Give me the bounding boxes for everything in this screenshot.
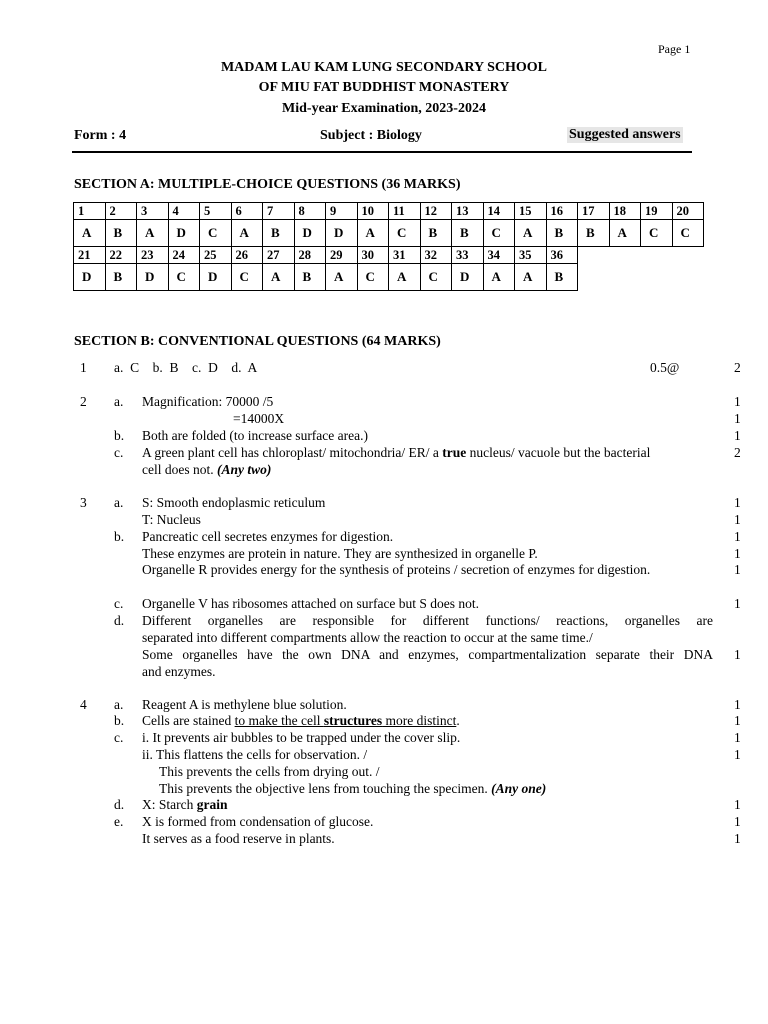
mc-answer: C: [420, 264, 452, 291]
mc-answer: A: [263, 264, 295, 291]
mc-answer: A: [231, 220, 263, 247]
exam-title: Mid-year Examination, 2023-2024: [282, 101, 486, 116]
q1-answers: a. C b. B c. D d. A: [114, 360, 258, 375]
mc-answer: B: [105, 220, 137, 247]
mark: 1: [734, 831, 741, 846]
mc-question-number: 6: [231, 203, 263, 220]
mc-answer: C: [483, 220, 515, 247]
question-number: 4: [80, 697, 87, 712]
mc-answer: C: [168, 264, 200, 291]
mark: 1: [734, 495, 741, 510]
q1-mark-note: 0.5@: [650, 360, 680, 375]
mc-answer: C: [389, 220, 421, 247]
sub-label: a.: [114, 495, 124, 510]
question-number: 1: [80, 360, 87, 375]
mc-question-number: 11: [389, 203, 421, 220]
answer-line: Some organelles have the own DNA and enzymes, compartmentalization separate their DNA: [142, 647, 713, 662]
mc-question-number: 33: [452, 247, 484, 264]
answer-line: These enzymes are protein in nature. They are synthesized in organelle P.: [142, 546, 538, 561]
mc-answer: B: [105, 264, 137, 291]
answer-line: Magnification: 70000 /5: [142, 394, 274, 409]
mc-question-number: 26: [231, 247, 263, 264]
answer-line: X is formed from condensation of glucose.: [142, 814, 374, 829]
mc-question-number: 9: [326, 203, 358, 220]
answer-line: separated into different compartments allow the reaction to occur at the same time./: [142, 630, 593, 645]
answer-line: and enzymes.: [142, 664, 216, 679]
mc-question-number: 25: [200, 247, 232, 264]
mark: 1: [734, 647, 741, 662]
sub-label: c.: [114, 596, 124, 611]
mc-answer: D: [200, 264, 232, 291]
answer-line: =14000X: [233, 411, 285, 426]
mc-question-number: 36: [546, 247, 578, 264]
sub-label: a.: [114, 697, 124, 712]
mc-question-number: 32: [420, 247, 452, 264]
sub-label: a.: [114, 394, 124, 409]
mc-question-number: 5: [200, 203, 232, 220]
mc-question-number: 27: [263, 247, 295, 264]
mc-question-number: 13: [452, 203, 484, 220]
answer-line: Pancreatic cell secretes enzymes for digestion.: [142, 529, 394, 544]
mc-answer: A: [357, 220, 389, 247]
mc-question-number: 24: [168, 247, 200, 264]
mark: 1: [734, 394, 741, 409]
answer-line: It serves as a food reserve in plants.: [142, 831, 335, 846]
sub-label: b.: [114, 713, 125, 728]
mc-question-number: 7: [263, 203, 295, 220]
mc-answer: D: [452, 264, 484, 291]
mc-answer: A: [609, 220, 641, 247]
answer-line: i. It prevents air bubbles to be trapped under the cover slip.: [142, 730, 461, 745]
answer-line: X: Starch grain: [142, 797, 228, 812]
mark: 1: [734, 730, 741, 745]
mc-answer: A: [389, 264, 421, 291]
mc-question-number: 4: [168, 203, 200, 220]
mark: 2: [734, 445, 741, 460]
mc-question-number: 8: [294, 203, 326, 220]
mark: 1: [734, 713, 741, 728]
mc-answer: D: [137, 264, 169, 291]
mark: 1: [734, 546, 741, 561]
answer-line: ii. This flattens the cells for observation. /: [142, 747, 368, 762]
answer-line: Cells are stained to make the cell structures more distinct.: [142, 713, 460, 728]
school-name-line1: MADAM LAU KAM LUNG SECONDARY SCHOOL: [220, 60, 548, 75]
answer-line: Different organelles are responsible for different functions/ reactions, organelles are: [142, 613, 713, 628]
mc-answer: A: [326, 264, 358, 291]
mc-question-number: 20: [672, 203, 704, 220]
mc-answer: A: [483, 264, 515, 291]
suggested-answers-tag: Suggested answers: [569, 127, 681, 142]
mark: 2: [734, 360, 741, 375]
mark: 1: [734, 529, 741, 544]
sub-label: d.: [114, 613, 125, 628]
mc-question-number: 19: [641, 203, 673, 220]
question-number: 2: [80, 394, 87, 409]
subject-label: Subject : Biology: [320, 128, 422, 143]
mark: 1: [734, 562, 741, 577]
mc-answer: D: [168, 220, 200, 247]
mc-answer: C: [641, 220, 673, 247]
mc-question-number: 34: [483, 247, 515, 264]
mark: 1: [734, 596, 741, 611]
mc-answer: C: [200, 220, 232, 247]
mc-answer: B: [294, 264, 326, 291]
sub-label: b.: [114, 529, 125, 544]
mc-question-number: 18: [609, 203, 641, 220]
mc-question-number: 28: [294, 247, 326, 264]
sub-label: d.: [114, 797, 125, 812]
mc-question-number: 30: [357, 247, 389, 264]
sub-label: c.: [114, 730, 124, 745]
mc-question-number: 23: [137, 247, 169, 264]
mc-question-number: 1: [74, 203, 106, 220]
header-divider: [72, 151, 692, 153]
mark: 1: [734, 512, 741, 527]
sub-label: c.: [114, 445, 124, 460]
mc-question-number: 12: [420, 203, 452, 220]
section-a-title: SECTION A: MULTIPLE-CHOICE QUESTIONS (36 MARKS): [74, 177, 461, 192]
answer-line: T: Nucleus: [142, 512, 201, 527]
answer-line: This prevents the objective lens from touching the specimen. (Any one): [159, 781, 547, 796]
mc-question-number: 14: [483, 203, 515, 220]
mc-answer-table: [73, 202, 704, 291]
mc-answer: A: [515, 220, 547, 247]
mark: 1: [734, 797, 741, 812]
mc-question-number: 3: [137, 203, 169, 220]
section-b-title: SECTION B: CONVENTIONAL QUESTIONS (64 MARKS): [74, 334, 441, 349]
mark: 1: [734, 411, 741, 426]
answer-line: A green plant cell has chloroplast/ mitochondria/ ER/ a true nucleus/ vacuole but the bacterial: [142, 445, 651, 460]
mc-answer: B: [578, 220, 610, 247]
question-number: 3: [80, 495, 87, 510]
mc-question-number: 2: [105, 203, 137, 220]
answer-line: Organelle V has ribosomes attached on surface but S does not.: [142, 596, 480, 611]
mc-question-number: 16: [546, 203, 578, 220]
mc-answer: C: [231, 264, 263, 291]
mc-answer: B: [263, 220, 295, 247]
mark: 1: [734, 747, 741, 762]
mc-answer: B: [546, 220, 578, 247]
answer-line: S: Smooth endoplasmic reticulum: [142, 495, 326, 510]
mark: 1: [734, 814, 741, 829]
mc-question-number: 29: [326, 247, 358, 264]
school-name-line2: OF MIU FAT BUDDHIST MONASTERY: [258, 80, 510, 95]
mc-answer: A: [74, 220, 106, 247]
mc-question-number: 21: [74, 247, 106, 264]
mc-question-number: 22: [105, 247, 137, 264]
mc-answer: C: [672, 220, 704, 247]
mc-answer: D: [326, 220, 358, 247]
mc-answer: B: [546, 264, 578, 291]
answer-line: Organelle R provides energy for the synthesis of proteins / secretion of enzymes for digestion.: [142, 562, 651, 577]
sub-label: b.: [114, 428, 125, 443]
answer-line: Both are folded (to increase surface area.): [142, 428, 368, 443]
mark: 1: [734, 697, 741, 712]
mc-question-number: 31: [389, 247, 421, 264]
mc-answer: A: [515, 264, 547, 291]
mc-question-number: 10: [357, 203, 389, 220]
form-label: Form : 4: [74, 128, 127, 143]
answer-line: cell does not. (Any two): [142, 462, 272, 477]
mc-answer: B: [452, 220, 484, 247]
mc-question-number: 35: [515, 247, 547, 264]
sub-label: e.: [114, 814, 124, 829]
mc-answer: D: [294, 220, 326, 247]
answer-line: Reagent A is methylene blue solution.: [142, 697, 347, 712]
mc-answer: D: [74, 264, 106, 291]
page-number: Page 1: [658, 42, 691, 56]
mark: 1: [734, 428, 741, 443]
answer-line: This prevents the cells from drying out. /: [159, 764, 380, 779]
mc-question-number: 15: [515, 203, 547, 220]
mc-question-number: 17: [578, 203, 610, 220]
mc-answer: B: [420, 220, 452, 247]
mc-answer: A: [137, 220, 169, 247]
mc-answer: C: [357, 264, 389, 291]
